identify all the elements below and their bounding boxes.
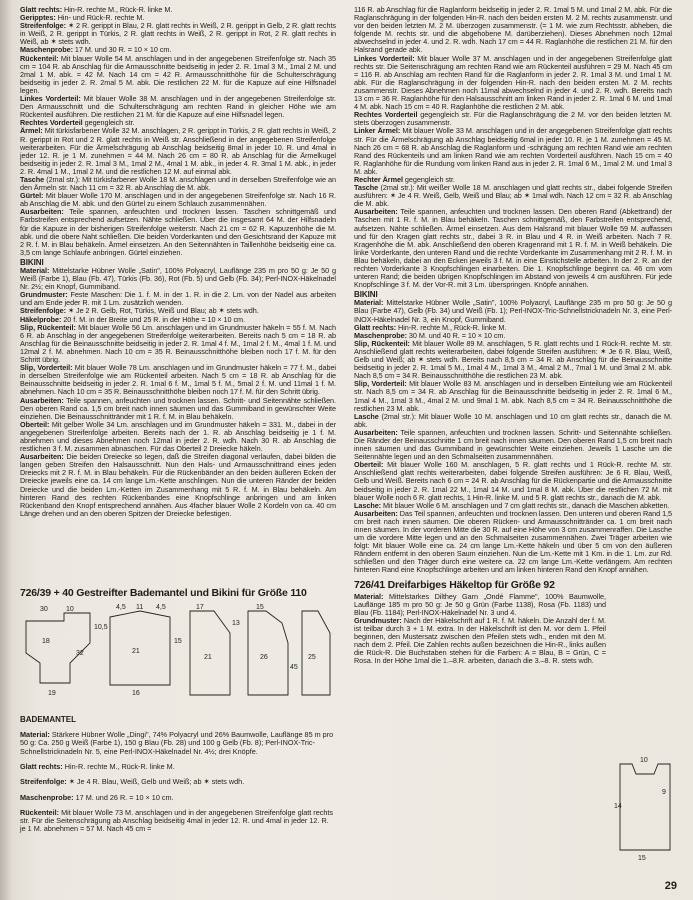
paragraph-text: gegengleich str. bbox=[404, 174, 455, 184]
paragraph-label: Maschenprobe: bbox=[354, 330, 407, 340]
paragraph-text: (2mal str.): Mit blauer Wolle 10 M. anschlagen und 10 cm glatt rechts str., danach die M. abk. bbox=[354, 411, 672, 429]
paragraph-text: (2mal str.): Mit türkisfarbener Wolle 18 M. anschlagen und in derselben Streifenfolge wie an den Ärmeln str. Nach 11 cm = 32 R. ab Anschlag die M. abk. bbox=[20, 174, 337, 193]
dim-label: 13 bbox=[232, 620, 240, 627]
paragraph-text: Mit gelber Wolle 34 Lm. anschlagen und im Grundmuster häkeln = 331. M., dabei in der angegebenen Streifenfolge arbeiten. Bereits nach der 1. R. ab Anschlag beidseitig je 1 f. M. abnehmen und dieses Abnehmen noch 12mal in jeder 2. R. wdh. Nach 30 R. ab Anschlag die restlichen 3 f. M. zusammen abnaschen. Für das Oberteil 2 Dreiecke häkeln. bbox=[20, 419, 336, 454]
subsection-heading: BADEMANTEL bbox=[20, 715, 76, 724]
paragraph-label: Slip, Rückenteil: bbox=[20, 322, 76, 332]
dim-label: 25 bbox=[308, 654, 316, 661]
instruction-paragraph bbox=[354, 55, 672, 112]
paragraph-label: Häkelprobe: bbox=[20, 314, 62, 324]
paragraph-text: Mittelstarke Hübner Wolle „Satin", 100% Polyacryl, Lauflänge 235 m pro 50 g: Je 50 g Weiß (Farbe 1), Blau (Fb. 47), Türkis (Fb. 36), Rot (Fb. 5) und Gelb (Fb. 34); Perl-INOX-Häkelnadel Nr. 2½; ein Knopf, Gummiband. bbox=[20, 266, 336, 292]
instruction-paragraph bbox=[354, 111, 672, 127]
instruction-paragraph bbox=[20, 55, 336, 95]
paragraph-label: Rückenteil: bbox=[20, 53, 59, 63]
hood-piece-shape bbox=[26, 613, 90, 683]
dim-label: 9 bbox=[662, 789, 666, 796]
instruction-paragraph bbox=[354, 127, 672, 176]
instruction-paragraph bbox=[354, 461, 672, 501]
dim-label: 16 bbox=[132, 690, 140, 697]
paragraph-label: Lasche: bbox=[354, 500, 382, 510]
dim-label: 18 bbox=[42, 638, 50, 645]
paragraph-text: Mit blauer Wolle 38 M. anschlagen und in der angegebenen Streifenfolge str. Den Armausschnitt und die Schulterschrägung am rechten Rand in gleicher Höhe wie am Rückenteil ausführen. Die restlichen 21 M. für die Kapuze auf eine Hilfsnadel legen. bbox=[20, 94, 337, 120]
subsection-heading: BIKINI bbox=[20, 257, 44, 267]
instruction-paragraph bbox=[20, 291, 336, 307]
paragraph-text: Teile spannen, anfeuchten und trocknen lassen. Schritt- und Seitennähte schließen. Die Ränder der Beinausschnitte 1 cm breit nach innen säumen. Den oberen Rand 1,5 cm breit nach innen säumen und das Gummiband in gewünschter Weite einziehen. Jeweils 1 Lasche um die Seitennähte legen und an den Schmalseiten zusammennähen. bbox=[354, 427, 672, 462]
paragraph-text: gegengleich str. Für die Raglanschrägung die 2 M. vor den beiden letzten M. stets überzogen zusammenstr. bbox=[354, 110, 672, 128]
paragraph-text: 30 M. und 40 R. = 10 × 10 cm. bbox=[408, 330, 506, 340]
paragraph-label: Streifenfolge: bbox=[20, 306, 67, 316]
top-diagram-svg bbox=[612, 754, 678, 864]
page-number: 29 bbox=[664, 880, 677, 892]
paragraph-label: Rechtes Vorderteil bbox=[354, 110, 418, 120]
instruction-paragraph bbox=[354, 340, 672, 380]
paragraph-label: Linkes Vorderteil: bbox=[354, 53, 415, 63]
instruction-paragraph bbox=[20, 731, 336, 755]
paragraph-label: Geripptes: bbox=[20, 13, 56, 23]
paragraph-text: Teile spannen, anfeuchten und trocknen lassen. Den oberen Rand (Abkettrand) der Taschen mit 1 R. f. M. in Blau behäkeln. Taschen schnittgemäß, den Farbstreifen entsprechend, aufsetzen. Nähte schließen. Ärmel einsetzen. Aus dem Halsrand mit blauer Wolle 59 M. auffassen und für den Kragen glatt rechts str., dabei 3 R. in Blau und 4 R. in Weiß arbeiten. Nach 7 R. Kragenhöhe die M. abk. Anschließend den oberen Kragenrand mit 1 R. f. M. in Weiß behäkeln. Die linke Vorderkante, den unteren Rand und die rechte Vorderkante im Zusammenhang mit 2 R. f. M. in Blau behäkeln, dabei an den Ecken jeweils 3 f. M. in eine Einstichstelle arbeiten. In der 2. R. an der rechten Vorderkante 3 Knopfschlingen einarbeiten. Die 1. Knopfschlinge beginnt ca. 46 cm vom unteren Rand; die beiden übrigen Knopfschlingen im Abstand von jeweils 4 cm ausführen. Für jede Knopfschlinge 3 f. M. der Vor-R. mit 3 Lm. überspringen. Knöpfe annähen. bbox=[354, 207, 672, 290]
instruction-paragraph bbox=[20, 763, 336, 771]
bademantel-pattern-diagrams bbox=[20, 587, 336, 705]
paragraph-label: Tasche bbox=[354, 183, 379, 193]
instruction-paragraph bbox=[20, 208, 336, 257]
paragraph-text: Mit blauer Wolle 56 Lm. anschlagen und im Grundmuster häkeln = 55 f. M. Nach 6 R. ab Anschlag in der angegebenen Streifenfolge weiterarbeiten. Bereits nach 5 cm = 18 R. ab Anschlag für die Beinausschnitte beidseitig in jeder 2. R. 1mal 4 f. M., 1mal 2 f. M., 4mal 1 f. M. und 12mal 2 f. M. abnehmen. Nach 10 cm = 35 R. Beinausschnitthöhe bleiben noch 17 f. M. für den Schritt übrig. bbox=[20, 322, 336, 365]
paragraph-text: Hin-R. rechte M., Rück-R. linke M. bbox=[398, 322, 507, 332]
paragraph-text: Hin-R. rechte M., Rück-R. linke M. bbox=[64, 761, 175, 771]
dim-label: 15 bbox=[638, 855, 646, 862]
paragraph-label: Ärmel: bbox=[20, 126, 43, 136]
paragraph-label: Ausarbeiten: bbox=[20, 452, 64, 462]
instruction-paragraph bbox=[354, 413, 672, 429]
paragraph-label: Ausarbeiten: bbox=[354, 508, 398, 518]
paragraph-text: Mit blauer Wolle 83 M. anschlagen und in derselben Einteilung wie am Rückenteil str. Nach 8,5 cm = 34 R. ab Anschlag für die Beinausschnitte beidseitig in jeder 2. R. 1mal 6 M., 1mal 4 M., 1mal 3 M., 4mal 2 M. und 9mal 1 M. abk. Nach 8,5 cm = 34 R. Beinausschnitthöhe die restlichen 23 M. abk. bbox=[354, 379, 672, 413]
dim-label: 30 bbox=[40, 606, 48, 613]
paragraph-text: Mit blauer Wolle 160 M. anschlagen, 5 R. glatt rechts und 1 Rück-R. rechte M. str. Anschließend glatt rechts weiterarbeiten, dabei folgende Streifen ausführen: Je 6 R. Blau, Weiß, Gelb und Weiß. Bereits nach 6 cm = 24 R. ab Anschlag für die Rückenpartie und die Armausschnitte beidseitig in jeder 2. R. 1mal 22 M., 1mal 14 M. und 1mal 8 M. abk. Über die restlichen 72 M. mit blauer Wolle noch 6 R. glatt rechts, 1 Hin-R. linke M. und 5 R. glatt rechts str., danach die M. abk. bbox=[354, 460, 672, 502]
paragraph-label: Lasche bbox=[354, 411, 379, 421]
dim-label: 10,5 bbox=[94, 624, 108, 631]
dim-label: 32 bbox=[76, 650, 84, 657]
dim-label: 26 bbox=[260, 654, 268, 661]
paragraph-label: Maschenprobe: bbox=[20, 45, 73, 55]
paragraph-text: Mittelstarke Hübner Wolle „Satin", 100% Polyacryl, Lauflänge 235 m pro 50 g: Je 50 g Blau (Farbe 47), Gelb (Fb. 34) und Weiß (Fb. 1); Perl-INOX-Tric-Schnellstricknadeln Nr. 3, eine Perl-INOX-Häkelnadel Nr. 3, ein Knopf, Gummiband. bbox=[354, 298, 672, 324]
paragraph-text: 20 f. M. in der Breite und 25 R. in der Höhe = 10 × 10 cm. bbox=[63, 314, 246, 324]
paragraph-label: Streifenfolge: bbox=[20, 777, 67, 787]
right-column bbox=[354, 6, 672, 665]
paragraph-label: Ausarbeiten: bbox=[20, 395, 64, 405]
paragraph-label: Grundmuster: bbox=[20, 290, 68, 300]
paragraph-text: Das Teil spannen, anfeuchten und trocknen lassen. Den unteren und oberen Rand 1,5 cm breit nach innen säumen. Die oberen Rücken- und Armausschnittränder ca. 1 cm breit nach innen säumen. In der vorderen Mitte die 30 R. auf eine Höhe von 3 cm zusammenraffen. Die Lasche um die vordere Mitte legen und an den Schmalseiten zusammennähen. Zwei Träger arbeiten wie folgt: Mit blauer Wolle eine ca. 24 cm lange Lm.-Kette häkeln und über 5 cm von den äußeren Rändern entfernt in den oberen Saum einziehen. Nun die Lm.-Kette mit 1 Km. in die 1. Lm. zur Rd. schließen und den Träger durch eine weitere ca. 22 cm lange Lm.-Kette verlängern. Am rechten hinteren Rand eine Knopfschlinge arbeiten und am linken hinteren Rand den Knopf annähen. bbox=[354, 508, 673, 575]
paragraph-label: Slip, Vorderteil: bbox=[354, 379, 407, 389]
paragraph-label: Material: bbox=[354, 298, 384, 308]
paragraph-label: Streifenfolge: bbox=[20, 21, 67, 31]
instruction-paragraph bbox=[354, 184, 672, 208]
dim-label: 10 bbox=[640, 757, 648, 764]
paragraph-label: Ausarbeiten: bbox=[20, 207, 64, 217]
paragraph-text: 116 R. ab Anschlag für die Raglanform beidseitig in jeder 2. R. 1mal 5 M. und 1mal 2 M. abk. Für die Raglanschrägung in der folgenden Hin-R. nach den beiden ersten M. 2 M. rechts zusammenstr. und vor den beiden letzten M. 2 M. überzogen zusammenstr. (= 1 M. wie zum Rechtsstr. abheben, die folgende M. rechts str. und die abgehobene M. darüberziehen). Dieses Abnehmen noch 12mal abwechselnd in jeder 4. und 2. R. wdh. Nach 17 cm = 44 R. Raglanhöhe die restlichen 21 M. für den Halsrand gerade abk. bbox=[354, 5, 672, 55]
paragraph-text: Nach der Häkelschrift auf 1 R. f. M. häkeln. Die Anzahl der f. M. ist teilbar durch 3 + 1 M. extra. In der Häkelschrift ist den M. vor dem 1. Pfeil beginnen, den Mustersatz zwischen den Pfeilen stets wdh., enden mit den M. nach dem 2. Pfeil. Die Zahlen rechts außen bezeichnen die Hin-R., links außen die Rück-R. Die Buchstaben stehen für die Farben: A = Blau, B = Grün, C = Rosa. In der Höhe 1mal die 1.–8.R. arbeiten, danach die 3.–8. R. stets wdh. bbox=[354, 615, 606, 666]
instruction-paragraph bbox=[354, 380, 672, 412]
paragraph-label: Grundmuster: bbox=[354, 615, 402, 625]
paragraph-text: ✶ Je 4 R. Blau, Weiß, Gelb und Weiß; ab ✶ stets wdh. bbox=[68, 777, 245, 787]
paragraph-label: Gürtel: bbox=[20, 191, 44, 201]
paragraph-label: Oberteil: bbox=[20, 419, 50, 429]
instruction-paragraph bbox=[20, 453, 336, 518]
dim-label: 17 bbox=[196, 604, 204, 611]
top-instructions bbox=[354, 593, 606, 666]
dim-label: 15 bbox=[256, 604, 264, 611]
dim-label: 4,5 bbox=[116, 604, 126, 611]
instruction-paragraph bbox=[20, 95, 336, 119]
paragraph-text: ✶ Je 2 R. Gelb, Rot, Türkis, Weiß und Blau; ab ✶ stets wdh. bbox=[68, 306, 259, 316]
paragraph-text: Mit blauer Wolle 89 M. anschlagen, 5 R. glatt rechts und 1 Rück-R. rechte M. str. Anschließend glatt rechts weiterarbeiten, dabei folgende Streifen ausführen: ✶ Je 6 R. Blau, Weiß, Gelb und Weiß; ab ✶ stets wdh. Bereits nach 8,5 cm = 34 R. ab Anschlag für die Beinausschnitte beidseitig in jeder 2. R. 1mal 5 M., 1mal 4 M., 1mal 3 M., 4mal 2 M., 7mal 1 M. und 3mal 2 M. abk. Nach 8,5 cm = 34 R. Beinausschnitthöhe die restlichen 23 M. abk. bbox=[354, 338, 673, 381]
paragraph-text: Mit blauer Wolle 6 M. anschlagen und 7 cm glatt rechts str., danach die Maschen abketten. bbox=[383, 500, 670, 510]
dim-label: 14 bbox=[614, 803, 622, 810]
instruction-paragraph bbox=[20, 809, 336, 833]
paragraph-text: Teile spannen, anfeuchten und trocknen lassen. Taschen schnittgemäß und Farbstreifen entsprechend aufsetzen. Nähte schließen. Über die insgesamt 64 M. der Hilfsnadeln für die Kapuze in der bisherigen Streifenfolge weiterstr. Nach 21 cm = 62 R. Kapuzenhöhe die M. abk. und die obere Naht schließen. Die beiden Vorderkanten und den Gesichtsrand der Kapuze mit 2 R. f. M. in Blau behäkeln. Ärmel einsetzen. An den Seitennähten in Taillenhöhe beidseitig eine ca. 3,5 cm lange Schlaufe anbringen. Gürtel einziehen. bbox=[20, 207, 336, 257]
paragraph-label: Glatt rechts: bbox=[20, 5, 63, 14]
paragraph-label: Slip, Rückenteil: bbox=[354, 338, 410, 348]
dim-label: 10 bbox=[66, 606, 74, 613]
dim-label: 11 bbox=[136, 604, 144, 611]
paragraph-text: 17 M. und 30 R. = 10 × 10 cm. bbox=[74, 45, 172, 55]
paragraph-text: Mit blauer Wolle 54 M. anschlagen und in der angegebenen Streifenfolge str. Nach 35 cm = 104 R. ab Anschlag für die Armausschnitte beidseitig in jeder 2. R. 1mal 3 M., 1mal 2 M. und 2mal 1 M. abk. = 42 M. Nach 14 cm = 42 R. Armausschnitthöhe für die Schulterschrägung beidseitig in jeder 2. R. 2mal 5 M. abk. Die restlichen 22 M. für die Kapuze auf eine Hilfsnadel legen. bbox=[20, 53, 336, 95]
instruction-paragraph bbox=[20, 192, 336, 208]
paragraph-text: Mit blauer Wolle 37 M. anschlagen und in der angegebenen Streifenfolge glatt rechts str. Die Seitenschrägung am rechten Rand wie am Rückenteil ausführen = 29 M. Nach 45 cm = 116 R. ab Anschlag am rechten Rand für die Raglanform in jeder 2. R. 1mal 3 M. und 1mal 1 M. abk. Für die Raglanschrägung in der folgenden Hin-R. nach den beiden ersten M. 2 M. rechts zusammenstr. Dieses Abnehmen noch 11mal abwechselnd in jeder 4. und 2. R. wdh. Bereits nach 13 cm = 36 R. Raglanhöhe für den Halsausschnitt am linken Rand in jeder 2. R. 1mal 6 M. und 1mal 4 M. abk. Nach 15 cm = 40 R. Raglanhöhe die restlichen 2 M. abk. bbox=[354, 53, 672, 112]
paragraph-text: Mittelstarkes Dilthey Garn „Ondé Flamme", 100% Baumwolle, Lauflänge 185 m pro 50 g: Je 50 g Grün (Farbe 1138), Rosa (Fb. 1183) und Blau (Fb. 1184); Perl-INOX-Häkelnadel Nr. 3 und 4. bbox=[354, 591, 606, 617]
paragraph-label: Material: bbox=[20, 730, 50, 740]
top-pattern-diagram bbox=[612, 754, 678, 864]
instruction-paragraph bbox=[354, 617, 606, 666]
dim-label: 19 bbox=[48, 690, 56, 697]
paragraph-label: Rechtes Vorderteil bbox=[20, 118, 83, 128]
paragraph-text: Stärkere Hübner Wolle „Dingi", 74% Polyacryl und 26% Baumwolle, Lauflänge 85 m pro 50 g: Ca. 250 g Weiß (Farbe 1), 150 g Blau (Fb. 28) und 100 g Gelb (Fb. 8); Perl-INOX-Tric-Schnellstricknadeln Nr. 5, eine Perl-INOX-Häkelnadel Nr. 4½; drei Knöpfe. bbox=[20, 730, 334, 756]
paragraph-label: Glatt rechts: bbox=[20, 761, 63, 771]
paragraph-label: Ausarbeiten: bbox=[354, 427, 398, 437]
dim-label: 4,5 bbox=[156, 604, 166, 611]
paragraph-text: Hin- und Rück-R. rechte M. bbox=[57, 13, 145, 23]
bademantel-text bbox=[20, 714, 336, 840]
instruction-paragraph bbox=[20, 794, 336, 802]
paragraph-label: Oberteil: bbox=[354, 460, 384, 470]
paragraph-text: Mit blauer Wolle 33 M. anschlagen und in der angegebenen Streifenfolge glatt rechts str. Für die Ärmelschrägung ab Anschlag beidseitig 6mal in jeder 10. R. je 1 M. zunehmen = 45 M. Nach 26 cm = 68 R. ab Anschlag die Raglanform und -schrägung am rechten Rand wie am rechten Rand des Rückenteils und am linken Rand wie am rechten Vorderteil ausführen. Nach 15 cm = 40 R. Raglanhöhe für die Rundung vom linken Rand aus in jeder 2. R. 1mal 6 M., 1mal 2 M. und 1mal 3 M. abk. bbox=[354, 126, 673, 176]
paragraph-text: Teile spannen, anfeuchten und trocknen lassen. Schritt- und Seitennähte schließen. Den oberen Rand ca. 1,5 cm breit nach innen säumen und das Gummiband in gewünschter Weite einziehen. Die Beinausschnittränder mit 1 R. f. M. in Blau behäkeln. bbox=[20, 395, 336, 421]
paragraph-label: Ausarbeiten: bbox=[354, 207, 398, 217]
dim-label: 21 bbox=[204, 654, 212, 661]
instruction-paragraph bbox=[20, 267, 336, 291]
paragraph-text: Feste Maschen: Die 1. f. M. in der 1. R. in die 2. Lm. von der Nadel aus arbeiten und am Ende jeder R. mit 1 Lm. zusätzlich wenden. bbox=[20, 290, 336, 308]
instruction-paragraph bbox=[354, 208, 672, 289]
instruction-paragraph bbox=[354, 6, 672, 55]
instruction-paragraph bbox=[20, 176, 336, 192]
paragraph-text: Mit blauer Wolle 78 Lm. anschlagen und im Grundmuster häkeln = 77 f. M., dabei in derselben Streifenfolge wie am Rückenteil arbeiten. Nach 5 cm = 18 R. ab Anschlag für die Beinausschnitte beidseitig in jeder 2. R. 1mal 6 f. M., 1mal 5 f. M., 5mal 2 f. M. und 11mal 1 f. M. abnehmen. Nach 10 cm = 35 R. Beinausschnitthöhe bleiben noch 17 f. M. für den Schritt übrig. bbox=[20, 363, 336, 397]
instruction-paragraph bbox=[354, 510, 672, 575]
front-piece-shape bbox=[248, 611, 288, 695]
paragraph-label: Material: bbox=[20, 266, 50, 275]
paragraph-text: gegengleich str. bbox=[84, 118, 135, 128]
paragraph-text: (2mal str.): Mit weißer Wolle 18 M. anschlagen und glatt rechts str., dabei folgende Streifen ausführen: ✶ Je 4 R. Weiß, Gelb, Weiß und Blau; ab ✶ 1mal wdh. Nach 12 cm = 32 R. ab Anschlag die M. abk. bbox=[354, 183, 673, 209]
instruction-paragraph bbox=[354, 299, 672, 323]
dim-label: 21 bbox=[132, 648, 140, 655]
paragraph-label: Slip, Vorderteil: bbox=[20, 363, 73, 373]
page-gutter-shadow bbox=[0, 0, 12, 900]
sleeve-back-shape bbox=[302, 611, 330, 695]
instruction-paragraph bbox=[354, 593, 606, 617]
paragraph-label: Rückenteil: bbox=[20, 807, 60, 817]
subsection-heading: BIKINI bbox=[354, 290, 378, 300]
paragraph-text: Mit blauer Wolle 73 M. anschlagen und in der angegebenen Streifenfolge glatt rechts str. Für die Seitenschrägung ab Anschlag beidseitig 4mal in jeder 12. R. und 4mal in jeder 12. R. je 1 M. abnehmen = 57 M. Nach 45 cm = bbox=[20, 807, 334, 834]
paragraph-text: Mit türkisfarbener Wolle 32 M. anschlagen, 2 R. gerippt in Türkis, 2 R. glatt rechts in Weiß, 2 R. gerippt in Rot und 2 R. glatt rechts in Weiß str. Anschließend in der angegebenen Streifenfolge weiterarbeiten. Für die Ärmelschrägung ab Anschlag beidseitig 8mal in jeder 10. R. und 4mal in jeder 12. R. je 1 M. zunehmen = 44 M. Nach 26 cm = 80 R. ab Anschlag für die Ärmelkugel beidseitig in jeder 2. R. 1mal 3 M., 1mal 2 M., 4mal 1 M. abk., in jeder 4. R. 3mal 1 M. abk., in jeder 2. R. 4mal 1 M., 1mal 2 M. und die restlichen 12 M. auf einmal abk. bbox=[20, 126, 336, 176]
paragraph-label: Material: bbox=[354, 591, 384, 601]
left-column bbox=[20, 6, 336, 518]
instruction-paragraph bbox=[354, 429, 672, 461]
instruction-paragraph bbox=[20, 22, 336, 46]
paragraph-text: Mit blauer Wolle 170 M. anschlagen und in der angegebenen Streifenfolge str. Nach 16 R. ab Anschlag die M. abk. und den Gürtel zu einem Schlauch zusammennähen. bbox=[20, 191, 336, 209]
dim-label: 45 bbox=[290, 664, 298, 671]
section-title-726-39: 726/39 + 40 Gestreifter Bademantel und Bikini für Größe 110 bbox=[20, 587, 307, 599]
top-piece-shape bbox=[620, 764, 670, 850]
sleeve-piece-shape bbox=[110, 611, 170, 685]
instruction-paragraph bbox=[20, 421, 336, 453]
instruction-paragraph bbox=[20, 324, 336, 364]
paragraph-text: ✶ 2 R. gerippt in Blau, 2 R. glatt rechts in Weiß, 2 R. gerippt in Gelb, 2 R. glatt rechts in Weiß, 2 R. gerippt in Türkis, 2 R. glatt rechts in Weiß, 2 R. gerippt in Rot, 2 R. glatt rechts in Weiß, ab ✶ stets wdh. bbox=[20, 21, 336, 47]
paragraph-label: Rechter Ärmel bbox=[354, 174, 403, 184]
back-piece-shape bbox=[190, 611, 230, 695]
paragraph-label: Maschenprobe: bbox=[20, 792, 74, 802]
dim-label: 15 bbox=[174, 638, 182, 645]
paragraph-label: Linker Ärmel: bbox=[354, 126, 401, 136]
paragraph-text: Die beiden Dreiecke so legen, daß die Streifen diagonal verlaufen, dabei bilden die langen geben Streifen den Halsausschnitt. Nun den Hals- und Armausschnittrand eines jeden Dreiecks mit 2 R. f. M. in Blau behäkeln. Für die Rückenbänder an den beiden äußeren Ecken der Dreiecke jeweils eine ca. 14 cm lange Lm.-Kette anschlingen. Nun die unteren Ränder der beiden Dreiecke und die beiden Lm.-Ketten im Zusammenhang mit 5 R. f. M. in Blau behäkeln. Am hinteren Rand des rechten Rückenbandes eine Knopfschlinge anbringen und am linken Rückenband den Knopf entsprechend annähen. Aus 4facher blauer Wolle 2 Kordeln von ca. 40 cm Länge drehen und an den oberen Spitzen der Dreiecke befestigen. bbox=[20, 452, 336, 518]
instruction-paragraph bbox=[20, 778, 336, 786]
instruction-paragraph bbox=[20, 127, 336, 176]
instruction-paragraph bbox=[20, 364, 336, 396]
paragraph-label: Tasche bbox=[20, 174, 45, 184]
pattern-diagram-svg bbox=[20, 603, 336, 703]
paragraph-text: Hin-R. rechte M., Rück-R. linke M. bbox=[64, 5, 173, 14]
paragraph-text: 17 M. und 26 R. = 10 × 10 cm. bbox=[75, 792, 174, 802]
paragraph-label: Glatt rechts: bbox=[354, 322, 397, 332]
instruction-paragraph bbox=[20, 397, 336, 421]
paragraph-label: Linkes Vorderteil: bbox=[20, 94, 81, 104]
section-title-726-41: 726/41 Dreifarbiges Häkeltop für Größe 92 bbox=[354, 578, 555, 591]
